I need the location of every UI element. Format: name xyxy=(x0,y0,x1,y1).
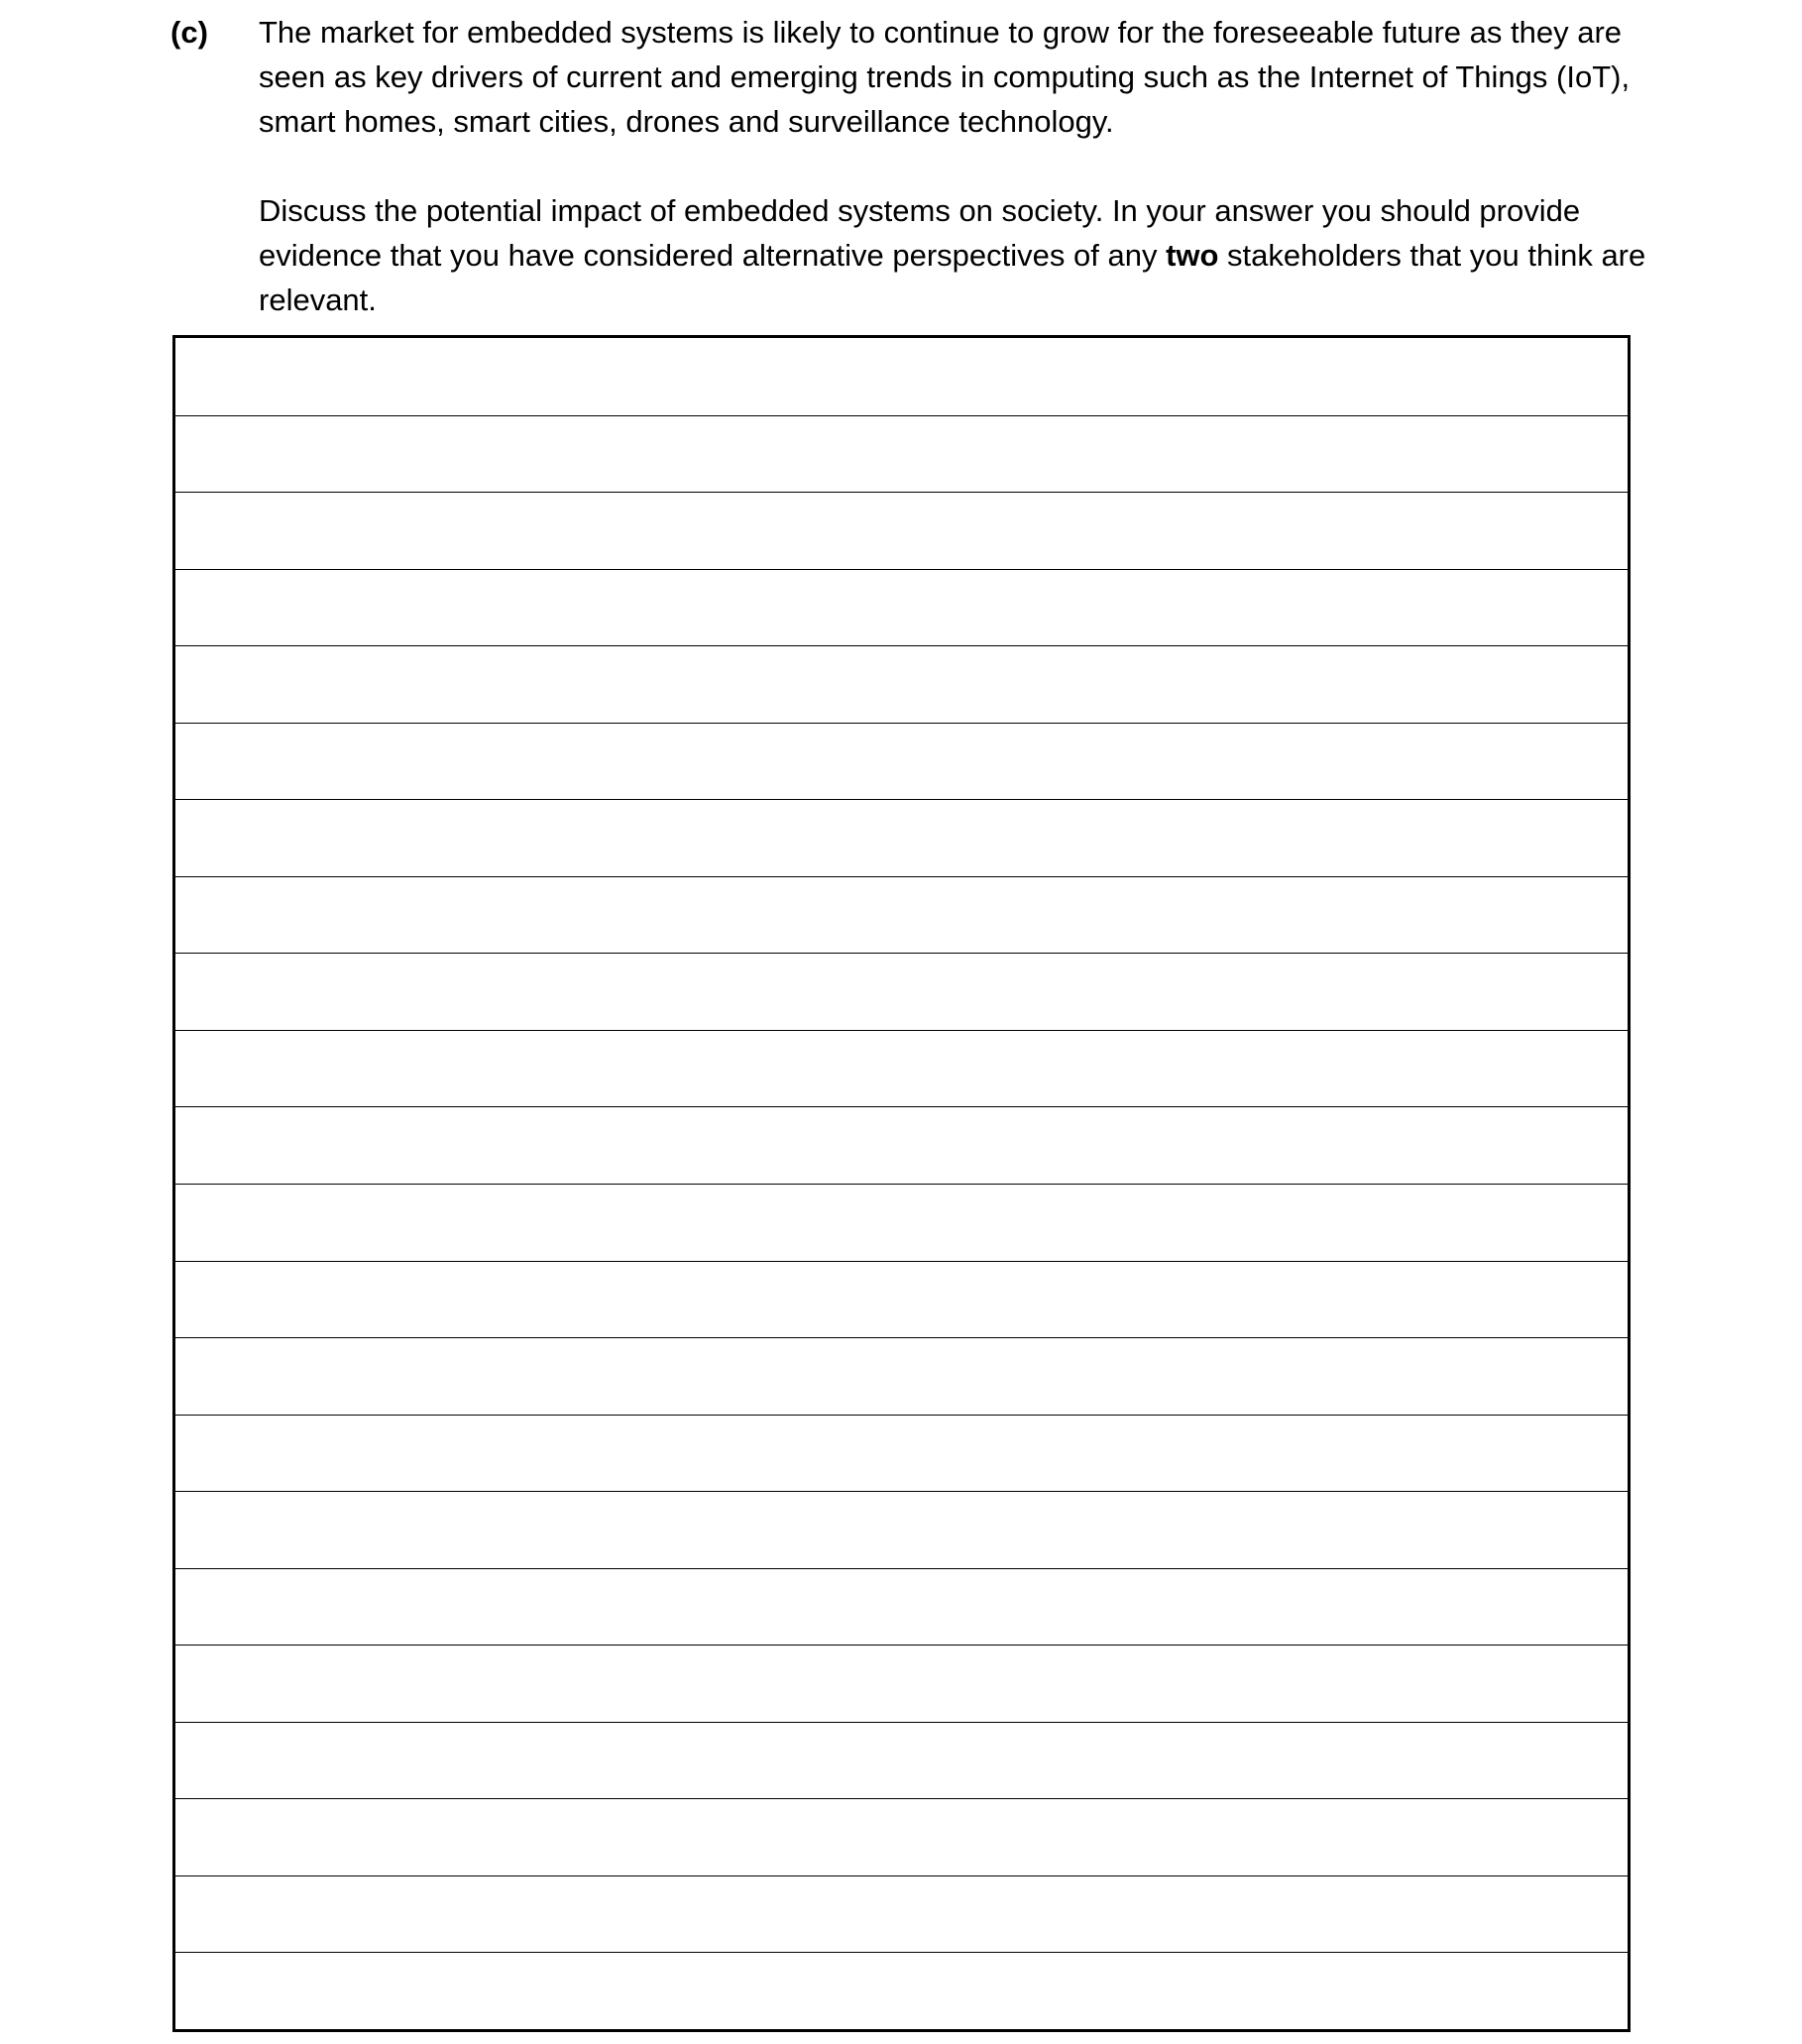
answer-line xyxy=(175,1415,1628,1416)
question-prompt xyxy=(259,188,1646,322)
answer-line xyxy=(175,1722,1628,1723)
answer-line xyxy=(175,1952,1628,1953)
answer-box[interactable] xyxy=(172,335,1631,2032)
answer-line xyxy=(175,799,1628,800)
prompt-emphasis: two xyxy=(1166,238,1219,273)
answer-line xyxy=(175,1184,1628,1185)
prompt-start: Discuss the potential impact of embedded systems on society. In your answer you should provide evidence that you have considered alternative perspectives of any xyxy=(259,193,1581,273)
answer-line xyxy=(175,569,1628,570)
question-label: (c) xyxy=(170,15,208,50)
prompt-end: stakeholders that you think are relevant. xyxy=(259,238,1646,317)
answer-line xyxy=(175,1798,1628,1799)
answer-line xyxy=(175,723,1628,724)
answer-line xyxy=(175,1875,1628,1876)
answer-line xyxy=(175,492,1628,493)
answer-line xyxy=(175,1337,1628,1338)
question-text xyxy=(259,10,1646,322)
answer-line xyxy=(175,1568,1628,1569)
answer-line xyxy=(175,1645,1628,1646)
answer-line xyxy=(175,645,1628,646)
answer-line xyxy=(175,876,1628,877)
answer-line xyxy=(175,415,1628,416)
question-intro: The market for embedded systems is likely to continue to grow for the foreseeable future as they are seen as key drivers of current and emerging trends in computing such as the Internet of Things (IoT), smart homes, smart cities, drones and surveillance technology. xyxy=(259,15,1631,139)
answer-line xyxy=(175,953,1628,954)
answer-line xyxy=(175,1261,1628,1262)
answer-line xyxy=(175,1030,1628,1031)
answer-line xyxy=(175,1491,1628,1492)
answer-line xyxy=(175,1106,1628,1107)
